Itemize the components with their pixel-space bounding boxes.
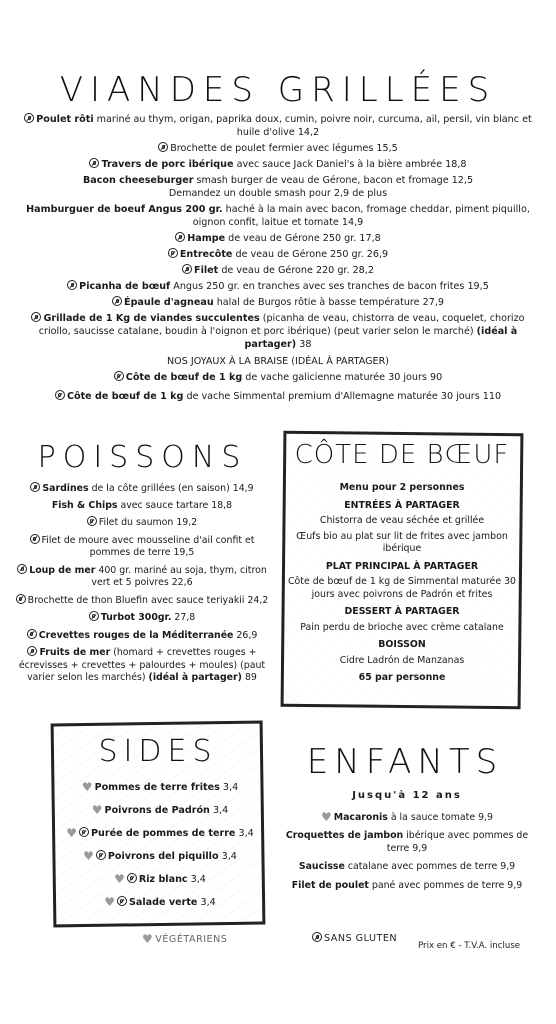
poissons-item-desc: Filet de moure avec mousseline d'ail confit et pommes de terre bbox=[41, 534, 255, 558]
enfants-item-desc: catalane avec pommes de terre bbox=[344, 861, 501, 872]
viandes-item-price: 38 bbox=[299, 339, 312, 350]
sides-item bbox=[60, 895, 260, 910]
enfants-item bbox=[278, 880, 536, 893]
sides-item bbox=[60, 849, 260, 864]
joyaux-item-price: 110 bbox=[482, 391, 502, 402]
viandes-item-name: Travers de porc ibérique bbox=[101, 159, 234, 170]
sides-title: SIDES bbox=[98, 734, 218, 769]
cote-subtitle: Menu pour 2 personnes bbox=[339, 482, 465, 493]
viandes-item bbox=[20, 264, 536, 277]
viandes-item bbox=[20, 232, 536, 245]
legend-veg-label: VÉGÉTARIENS bbox=[155, 934, 228, 945]
cote-sections bbox=[286, 500, 518, 668]
viandes-item-price: 15,5 bbox=[376, 143, 398, 154]
joyaux-item bbox=[20, 371, 536, 384]
poissons-item-name: Sardines bbox=[42, 483, 89, 494]
viandes-item-note: (idéal à partager) bbox=[244, 326, 518, 350]
viandes-item-name: Hampe bbox=[187, 233, 226, 244]
gluten-free-icon bbox=[30, 534, 40, 544]
enfants-item-desc: à la sauce tomate bbox=[387, 811, 479, 823]
gluten-free-icon bbox=[312, 932, 322, 942]
viandes-item bbox=[20, 248, 536, 261]
enfants-item-price: 9,9 bbox=[478, 811, 493, 823]
poissons-item-name: Fruits de mer bbox=[39, 647, 111, 658]
sides-item-price: 3,4 bbox=[222, 782, 239, 793]
cote-section-header: DESSERT À PARTAGER bbox=[344, 606, 460, 617]
joyaux-item-name: Côte de bœuf de 1 kg bbox=[66, 391, 184, 402]
gluten-free-icon bbox=[16, 594, 26, 604]
gluten-free-icon bbox=[55, 390, 65, 400]
gluten-free-icon bbox=[87, 516, 97, 526]
sides-item-price: 3,4 bbox=[200, 897, 216, 908]
poissons-item-desc: de la côte grillées (en saison) bbox=[88, 483, 233, 494]
viandes-item-desc: (picanha de veau, chistorra de veau, coquelet, chorizo criollo, saucisse catalane, boudin à l'oignon et porc ibérique) (peut varier selon le marché) bbox=[38, 313, 525, 337]
sides-item bbox=[60, 780, 260, 795]
viandes-item-name: Poulet rôti bbox=[36, 114, 94, 125]
sides-item-name: Pommes de terre frites bbox=[94, 782, 220, 793]
heart-icon: ♥ bbox=[114, 872, 125, 886]
viandes-item bbox=[20, 312, 536, 351]
joyaux-item-desc: de vache galicienne maturée 30 jours bbox=[242, 372, 430, 383]
gluten-free-icon bbox=[112, 296, 122, 306]
joyaux-item-price: 90 bbox=[429, 372, 443, 383]
sides-item-price: 3,4 bbox=[212, 805, 229, 816]
enfants-item-name: Filet de poulet bbox=[291, 879, 369, 891]
poissons-item-price: 26,9 bbox=[236, 629, 258, 641]
sides-item-name: Salade verte bbox=[128, 897, 198, 908]
poissons-item-name: Loup de mer bbox=[29, 564, 96, 576]
gluten-free-icon bbox=[96, 850, 106, 860]
viandes-item-name: Bacon cheeseburger bbox=[82, 175, 194, 186]
cote-section-line: Chistorra de veau séchée et grillée bbox=[319, 515, 485, 526]
poissons-item-price: 22,6 bbox=[171, 577, 193, 588]
enfants-title: ENFANTS bbox=[306, 742, 504, 782]
gluten-free-icon bbox=[89, 158, 99, 168]
enfants-item bbox=[278, 861, 536, 874]
legend-sans-gluten bbox=[312, 932, 397, 944]
viandes-item-extra: Demandez un double smash pour 2,9 de plus bbox=[168, 188, 388, 199]
cote-section-header: BOISSON bbox=[378, 639, 426, 650]
poissons-item-desc: Brochette de thon Bluefin avec sauce teriyakii bbox=[27, 594, 248, 606]
sides-item-price: 3,4 bbox=[190, 874, 206, 885]
gluten-free-icon bbox=[89, 611, 99, 621]
gluten-free-icon bbox=[168, 248, 178, 258]
enfants-item bbox=[278, 830, 536, 855]
enfants-item-price: 9,9 bbox=[507, 879, 523, 891]
viandes-item-name: Épaule d'agneau bbox=[124, 297, 214, 308]
viandes-item-name: Grillade de 1 Kg de viandes succulentes bbox=[43, 313, 260, 324]
heart-icon: ♥ bbox=[321, 809, 332, 824]
poissons-item bbox=[12, 482, 272, 496]
poissons-item bbox=[12, 646, 272, 685]
cote-section-line: Cidre Ladrón de Manzanas bbox=[339, 654, 465, 666]
enfants-item-name: Croquettes de jambon bbox=[285, 830, 404, 841]
poissons-item-price: 24,2 bbox=[247, 594, 269, 606]
enfants-list bbox=[278, 790, 536, 898]
poissons-item-price: 19,5 bbox=[173, 547, 195, 558]
sides-item bbox=[60, 826, 260, 841]
poissons-item-price: 27,8 bbox=[174, 612, 196, 623]
sides-item-name: Poivrons de Padrón bbox=[104, 805, 210, 816]
gluten-free-icon bbox=[27, 646, 37, 656]
gluten-free-icon bbox=[158, 142, 168, 152]
joyaux-item-desc: de vache Simmental premium d'Allemagne maturée 30 jours bbox=[183, 391, 483, 402]
viandes-item bbox=[20, 296, 536, 309]
sides-item-name: Poivrons del piquillo bbox=[107, 851, 219, 862]
viandes-item-desc: de veau de Gérone 220 gr. bbox=[218, 265, 353, 276]
viandes-item-name: Entrecôte bbox=[179, 249, 233, 260]
viandes-item-price: 19,5 bbox=[467, 281, 489, 292]
cote-de-boeuf-title: CÔTE DE BŒUF bbox=[294, 440, 510, 470]
sides-item-name: Riz blanc bbox=[138, 874, 188, 885]
gluten-free-icon bbox=[67, 280, 77, 290]
poissons-item bbox=[12, 594, 272, 608]
poissons-item bbox=[12, 564, 272, 590]
sides-item-name: Purée de pommes de terre bbox=[90, 828, 236, 839]
poissons-item bbox=[12, 500, 272, 513]
gluten-free-icon bbox=[127, 873, 137, 883]
viandes-item bbox=[20, 280, 536, 293]
gluten-free-icon bbox=[182, 264, 192, 274]
poissons-title: POISSONS bbox=[37, 440, 248, 475]
viandes-item-price: 26,9 bbox=[366, 249, 389, 260]
viandes-item-desc: halal de Burgos rôtie à basse température bbox=[213, 297, 423, 308]
viandes-item-desc: haché à la main avec bacon, fromage cheddar, piment piquillo, oignon confit, laitue et tomate bbox=[192, 204, 530, 228]
poissons-item-price: 14,9 bbox=[232, 483, 254, 494]
poissons-item-price: 18,8 bbox=[211, 499, 233, 511]
gluten-free-icon bbox=[27, 629, 37, 639]
poissons-item bbox=[12, 516, 272, 530]
cote-section-line: Œufs bio au plat sur lit de frites avec jambon ibérique bbox=[296, 530, 508, 554]
viandes-item-price: 28,2 bbox=[352, 265, 374, 276]
cote-section-header: ENTRÉES À PARTAGER bbox=[344, 499, 460, 511]
viandes-item-price: 14,9 bbox=[341, 217, 364, 228]
gluten-free-icon bbox=[24, 113, 34, 123]
sides-list bbox=[60, 780, 260, 918]
poissons-list bbox=[12, 482, 272, 689]
heart-icon: ♥ bbox=[142, 932, 154, 946]
viandes-item bbox=[20, 174, 536, 200]
gluten-free-icon bbox=[17, 564, 27, 574]
viandes-item-desc: smash burger de veau de Gérone, bacon et fromage bbox=[193, 175, 452, 186]
viandes-item-desc: mariné au thym, origan, paprika doux, cumin, poivre noir, curcuma, ail, persil, vin blanc et huile d'olive bbox=[93, 114, 532, 138]
viandes-item-price: 18,8 bbox=[445, 159, 467, 170]
enfants-item-name: Macaronis bbox=[333, 811, 388, 823]
sides-item-price: 3,4 bbox=[238, 828, 254, 839]
joyaux-item bbox=[20, 390, 536, 403]
legend-gf-label: SANS GLUTEN bbox=[324, 933, 398, 944]
gluten-free-icon bbox=[31, 312, 41, 322]
viandes-item bbox=[20, 142, 536, 155]
viandes-item-desc: de veau de Gérone 250 gr. bbox=[232, 249, 367, 260]
poissons-item bbox=[12, 611, 272, 625]
viandes-item-desc: avec sauce Jack Daniel's à la bière ambrée bbox=[233, 159, 446, 170]
legend-vegetarien bbox=[142, 932, 227, 946]
poissons-item bbox=[12, 534, 272, 560]
gluten-free-icon bbox=[117, 896, 127, 906]
viandes-title: VIANDES GRILLÉES bbox=[59, 70, 497, 110]
poissons-item-desc: 400 gr. mariné au soja, thym, citron vert et 5 poivres bbox=[91, 564, 267, 588]
poissons-item-name: Turbot 300gr. bbox=[100, 612, 172, 623]
poissons-item-desc: Filet du saumon bbox=[98, 517, 177, 528]
viandes-item-desc: Brochette de poulet fermier avec légumes bbox=[170, 143, 377, 154]
viandes-item-price: 14,2 bbox=[297, 127, 320, 138]
enfants-items bbox=[278, 811, 536, 893]
enfants-item-desc: pané avec pommes de terre bbox=[368, 879, 508, 891]
joyaux-header: NOS JOYAUX À LA BRAISE (IDÉAL À PARTAGER) bbox=[167, 356, 389, 367]
gluten-free-icon bbox=[114, 371, 124, 381]
enfants-item-name: Saucisse bbox=[298, 861, 345, 872]
heart-icon: ♥ bbox=[66, 826, 77, 840]
poissons-item-name: Crevettes rouges de la Méditerranée bbox=[38, 629, 234, 641]
cote-section-line: Pain perdu de brioche avec crème catalane bbox=[300, 621, 504, 633]
viandes-item-desc: Angus 250 gr. en tranches avec ses tranches de bacon frites bbox=[170, 281, 468, 292]
viandes-item-price: 17,8 bbox=[359, 233, 381, 244]
heart-icon: ♥ bbox=[104, 895, 115, 909]
viandes-item bbox=[20, 203, 536, 229]
price-note: Prix en € - T.V.A. incluse bbox=[418, 941, 521, 951]
sides-item-price: 3,4 bbox=[221, 851, 237, 862]
viandes-item-price: 12,5 bbox=[451, 175, 474, 186]
sides-item bbox=[60, 872, 260, 887]
poissons-item-desc: (homard + crevettes rouges + écrevisses + crevettes + palourdes + moules) (paut varier selon les marchés) bbox=[18, 647, 266, 683]
cote-de-boeuf-menu bbox=[286, 482, 518, 688]
cote-price: 65 par personne bbox=[358, 672, 446, 683]
poissons-item-price: 89 bbox=[244, 672, 257, 683]
heart-icon: ♥ bbox=[83, 849, 94, 863]
heart-icon: ♥ bbox=[81, 780, 93, 794]
viandes-item-name: Hamburguer de boeuf Angus 200 gr. bbox=[26, 204, 223, 215]
viandes-item bbox=[20, 158, 536, 171]
poissons-item-price: 19,2 bbox=[176, 517, 198, 528]
heart-icon: ♥ bbox=[91, 803, 103, 817]
enfants-item-price: 9,9 bbox=[500, 861, 516, 872]
gluten-free-icon bbox=[79, 827, 89, 837]
joyaux-item-name: Côte de bœuf de 1 kg bbox=[125, 372, 243, 383]
viandes-list bbox=[20, 113, 536, 406]
enfants-item-desc: ibérique avec pommes de terre bbox=[386, 830, 529, 854]
viandes-item-price: 27,9 bbox=[422, 297, 444, 308]
viandes-item-desc: de veau de Gérone 250 gr. bbox=[225, 233, 360, 244]
cote-section-header: PLAT PRINCIPAL À PARTAGER bbox=[325, 560, 479, 572]
viandes-item bbox=[20, 113, 536, 139]
enfants-item-price: 9,9 bbox=[412, 842, 428, 854]
cote-section-line: Côte de bœuf de 1 kg de Simmental maturée 30 jours avec poivrons de Padrón et frites bbox=[288, 576, 516, 600]
viandes-item-name: Picanha de bœuf bbox=[79, 281, 171, 292]
sides-item bbox=[60, 803, 260, 818]
poissons-item-desc: avec sauce tartare bbox=[117, 499, 212, 511]
enfants-item bbox=[278, 811, 536, 825]
poissons-item-note: (idéal à partager) bbox=[148, 672, 242, 683]
gluten-free-icon bbox=[175, 232, 185, 242]
poissons-item-name: Fish & Chips bbox=[51, 499, 118, 511]
gluten-free-icon bbox=[30, 482, 40, 492]
poissons-item bbox=[12, 629, 272, 643]
viandes-item-name: Filet bbox=[194, 265, 219, 276]
enfants-subtitle: Jusqu'à 12 ans bbox=[352, 790, 462, 801]
